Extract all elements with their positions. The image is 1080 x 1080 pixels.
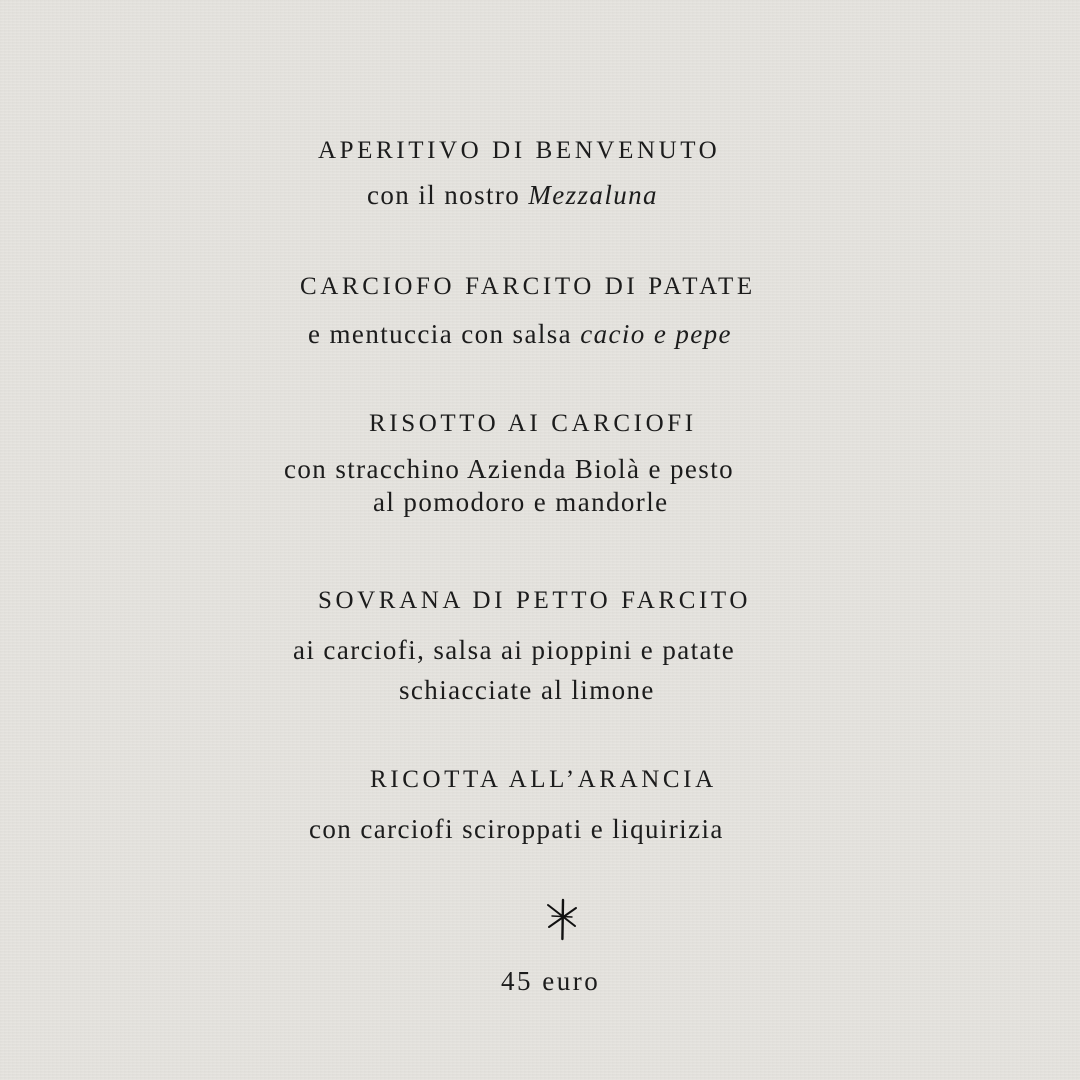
asterisk-star-icon: [544, 896, 580, 942]
course-description-text: e mentuccia con salsa: [308, 319, 581, 349]
course-description-italic: cacio e pepe: [580, 319, 732, 349]
course-description-risotto-line2: al pomodoro e mandorle: [373, 487, 669, 517]
course-description-aperitivo: [367, 180, 658, 211]
course-description-sovrana-line2: schiacciate al limone: [399, 675, 655, 705]
course-description-sovrana-line1: ai carciofi, salsa ai pioppini e patate: [293, 635, 736, 665]
menu-price: 45 euro: [501, 966, 601, 996]
course-description-ricotta: con carciofi sciroppati e liquirizia: [309, 814, 724, 844]
course-description-text: con il nostro: [367, 180, 529, 210]
course-title-aperitivo: APERITIVO DI BENVENUTO: [318, 137, 721, 164]
course-title-carciofo: CARCIOFO FARCITO DI PATATE: [300, 273, 756, 300]
course-description-italic: Mezzaluna: [528, 180, 658, 210]
course-title-sovrana: SOVRANA DI PETTO FARCITO: [318, 587, 751, 614]
course-description-carciofo: [308, 319, 732, 350]
course-description-risotto-line1: con stracchino Azienda Biolà e pesto: [284, 454, 735, 484]
course-title-risotto: RISOTTO AI CARCIOFI: [369, 410, 697, 437]
course-title-ricotta: RICOTTA ALL’ARANCIA: [370, 766, 717, 793]
